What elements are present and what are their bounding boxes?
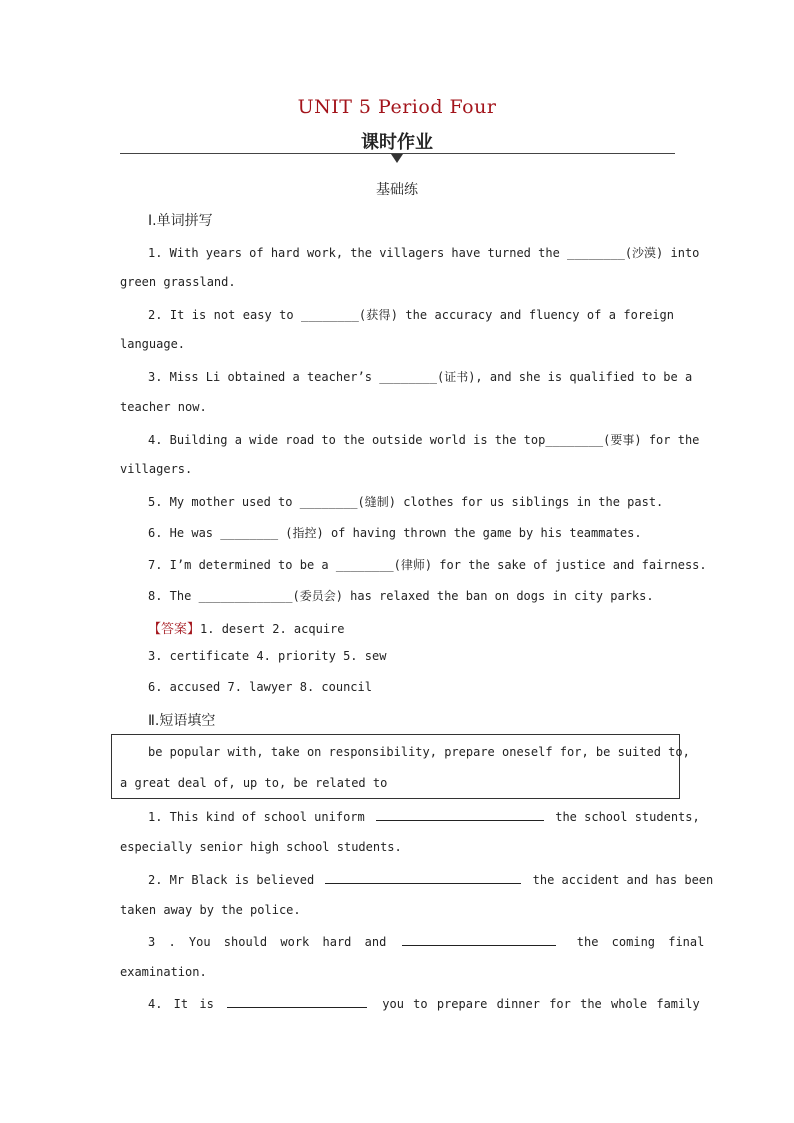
- answer-line: 3. certificate 4. priority 5. sew: [148, 649, 387, 663]
- part1-heading: Ⅰ.单词拼写: [148, 213, 213, 229]
- question-text: the coming final: [576, 935, 705, 949]
- part1-line: green grassland.: [120, 275, 236, 289]
- question-text: 4. It is: [148, 997, 214, 1011]
- question-text: you to prepare dinner for the whole family: [382, 997, 700, 1011]
- part1-line: 2. It is not easy to ________(获得) the accuracy and fluency of a foreign: [148, 308, 674, 322]
- question-text: 1. This kind of school uniform: [148, 810, 365, 824]
- answer-blank[interactable]: [325, 872, 521, 884]
- part2-question: [148, 809, 700, 824]
- part2-question: [148, 996, 700, 1011]
- part1-line: 5. My mother used to ________(缝制) clothes for us siblings in the past.: [148, 495, 664, 509]
- part2-line: examination.: [120, 965, 207, 979]
- phrase-box-line: be popular with, take on responsibility, prepare oneself for, be suited to,: [148, 745, 690, 759]
- section-label: 基础练: [376, 182, 418, 198]
- answer-blank[interactable]: [402, 934, 556, 946]
- question-text: the accident and has been: [532, 873, 714, 887]
- part1-line: 1. With years of hard work, the villagers have turned the ________(沙漠) into: [148, 246, 700, 260]
- part2-question: [148, 934, 704, 949]
- phrase-box-line: a great deal of, up to, be related to: [120, 776, 388, 790]
- part1-line: 8. The _____________(委员会) has relaxed the ban on dogs in city parks.: [148, 589, 654, 603]
- answer-text: 1. desert 2. acquire: [200, 622, 345, 636]
- page-title: UNIT 5 Period Four: [297, 96, 497, 118]
- answer-line: [148, 618, 345, 637]
- part2-heading: Ⅱ.短语填空: [148, 713, 216, 729]
- answer-line: 6. accused 7. lawyer 8. council: [148, 680, 372, 694]
- part1-line: 7. I’m determined to be a ________(律师) for the sake of justice and fairness.: [148, 558, 707, 572]
- answer-blank[interactable]: [227, 996, 367, 1008]
- page-subtitle: 课时作业: [361, 132, 433, 153]
- part1-line: 4. Building a wide road to the outside world is the top________(要事) for the: [148, 433, 700, 447]
- answer-tag: 【答案】: [148, 622, 201, 637]
- part2-question: [148, 872, 713, 887]
- part1-line: language.: [120, 337, 186, 351]
- part1-line: teacher now.: [120, 400, 207, 414]
- part2-line: especially senior high school students.: [120, 840, 402, 854]
- question-text: 3 . You should work hard and: [148, 935, 387, 949]
- part2-line: taken away by the police.: [120, 903, 301, 917]
- part1-line: villagers.: [120, 462, 193, 476]
- answer-blank[interactable]: [376, 809, 544, 821]
- triangle-down-icon: [391, 154, 403, 163]
- part1-line: 3. Miss Li obtained a teacher’s ________(证书), and she is qualified to be a: [148, 370, 693, 384]
- part1-line: 6. He was ________ (指控) of having thrown the game by his teammates.: [148, 526, 642, 540]
- question-text: 2. Mr Black is believed: [148, 873, 315, 887]
- question-text: the school students,: [555, 810, 700, 824]
